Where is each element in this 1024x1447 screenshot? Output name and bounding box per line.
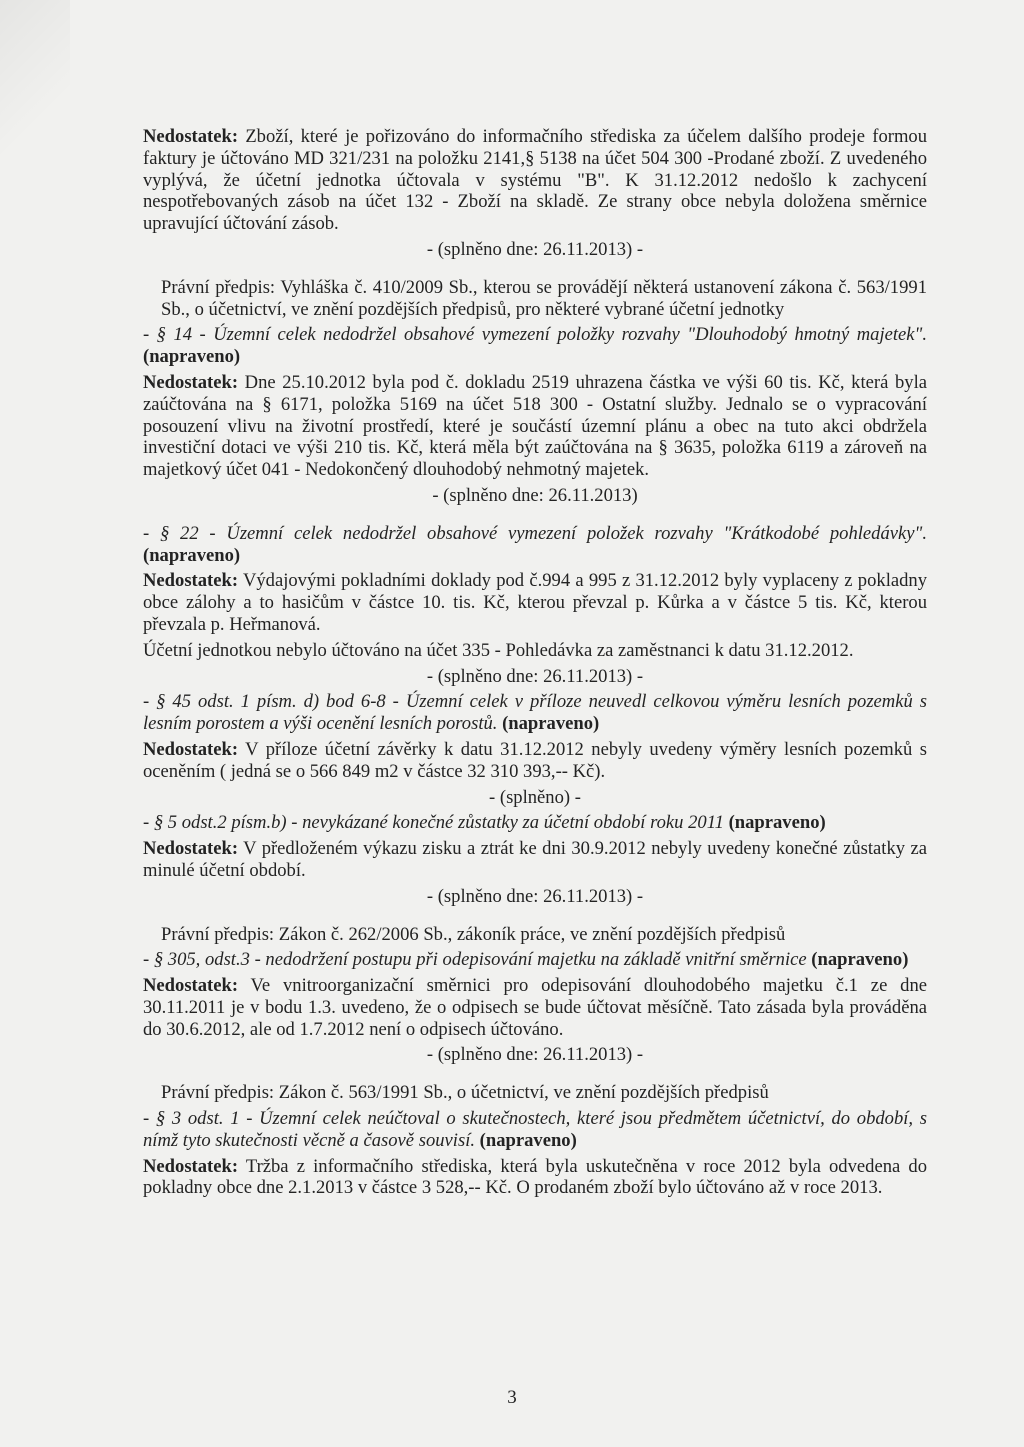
- section-3-remedied: (napraveno): [143, 544, 241, 566]
- finding-1-status: - (splněno dne: 26.11.2013) -: [426, 238, 644, 260]
- section-4-finding: - § 45 odst. 1 písm. d) bod 6-8 - Územní celek v příloze neuvedl celkovou výměru lesních pozemků s lesním porostem a výši ocenění lesních porostů.: [143, 691, 927, 735]
- legal-basis-3: Právní předpis: Zákon č. 563/1991 Sb., o účetnictví, ve znění pozdějších předpisů: [161, 1082, 769, 1104]
- section-7-finding: - § 3 odst. 1 - Územní celek neúčtoval o skutečnostech, které jsou předmětem účetnictví, do období, s nímž tyto skutečnosti věcně a časově souvisí.: [143, 1108, 927, 1151]
- section-3-defect: [143, 570, 927, 635]
- finding-1-text: Zboží, které je pořizováno do informačního střediska za účelem dalšího prodeje formou faktury je účtováno MD 321/231 na položku 2141,§ 5138 na účet 504 300 -Prodané zboží. Z uvedeného vyplývá, že účetní jednotka účtovala v systému "B". K 31.12.2012 nedošlo k zachycení nespotřebovaných zásob na účet 132 - Zboží na skladě. Ze strany obce nebyla doložena směrnice upravující účtování zásob.: [143, 126, 927, 235]
- nedostatek-label: Nedostatek:: [143, 371, 239, 393]
- section-2-heading: [143, 324, 927, 368]
- section-2-status: - (splněno dne: 26.11.2013): [432, 484, 638, 506]
- section-3-text: Výdajovými pokladními doklady pod č.994 a 995 z 31.12.2012 byly vyplaceny z pokladny obce zálohy a to hasičům v částce 10. tis. Kč, kterou převzal p. Kůrka a v částce 5 tis. Kč, kterou převzala p. Heřmanová.: [143, 570, 928, 635]
- section-6-defect: [143, 975, 927, 1040]
- section-7-text: Tržba z informačního střediska, která byla uskutečněna v roce 2012 byla odvedena do pokladny obce dne 2.1.2013 v částce 3 528,-- Kč. O prodaném zboží bylo účtováno až v roce 2013.: [143, 1155, 928, 1199]
- nedostatek-label: Nedostatek:: [143, 1155, 239, 1177]
- nedostatek-label: Nedostatek:: [143, 975, 239, 997]
- finding-1: [143, 126, 927, 235]
- section-7-remedied: (napraveno): [479, 1129, 577, 1151]
- document-body: [143, 126, 927, 1203]
- section-2-finding: - § 14 - Územní celek nedodržel obsahové vymezení položky rozvahy "Dlouhodobý hmotný majetek".: [143, 324, 927, 346]
- section-6-text: Ve vnitroorganizační směrnici pro odepisování dlouhodobého majetku č.1 ze dne 30.11.2011 je v bodu 1.3. uvedeno, že o odpisech se bude účtovat měsíčně. Tato zásada byla prováděna do 30.6.2012, ale od 1.7.2012 není o odpisech účtováno.: [143, 975, 928, 1040]
- scan-shadow: [0, 0, 70, 200]
- section-6-heading: [143, 949, 927, 971]
- section-4-status: - (splněno) -: [489, 786, 581, 808]
- section-4-defect: [143, 739, 927, 783]
- section-7-heading: [143, 1108, 927, 1152]
- section-6-status: - (splněno dne: 26.11.2013) -: [426, 1044, 644, 1066]
- nedostatek-label: Nedostatek:: [143, 126, 239, 147]
- section-3-status: - (splněno dne: 26.11.2013) -: [426, 665, 644, 687]
- legal-basis-1: Právní předpis: Vyhláška č. 410/2009 Sb., kterou se provádějí některá ustanovení zákona č. 563/1991 Sb., o účetnictví, ve znění pozdějších předpisů, pro některé vybrané účetní jednotky: [161, 276, 927, 320]
- page-number: 3: [507, 1387, 517, 1408]
- section-3-heading: [143, 523, 927, 567]
- section-5-status: - (splněno dne: 26.11.2013) -: [426, 885, 644, 907]
- section-5-finding: - § 5 odst.2 písm.b) - nevykázané konečné zůstatky za účetní období roku 2011: [143, 812, 724, 834]
- section-3-finding: - § 22 - Územní celek nedodržel obsahové vymezení položek rozvahy "Krátkodobé pohledávky".: [143, 522, 927, 544]
- section-2-defect: [143, 372, 927, 481]
- legal-basis-2: Právní předpis: Zákon č. 262/2006 Sb., zákoník práce, ve znění pozdějších předpisů: [161, 923, 786, 945]
- nedostatek-label: Nedostatek:: [143, 570, 239, 592]
- nedostatek-label: Nedostatek:: [143, 738, 239, 760]
- section-5-defect: [143, 838, 927, 882]
- section-4-text: V příloze účetní závěrky k datu 31.12.2012 nebyly uvedeny výměry lesních pozemků s oceněním ( jedná se o 566 849 m2 v částce 32 310 393,-- Kč).: [143, 738, 928, 782]
- section-6-finding: - § 305, odst.3 - nedodržení postupu při odepisování majetku na základě vnitřní směrnice: [143, 949, 807, 971]
- section-2-remedied: (napraveno): [143, 346, 241, 368]
- section-5-heading: [143, 812, 927, 834]
- section-5-text: V předloženém výkazu zisku a ztrát ke dni 30.9.2012 nebyly uvedeny konečné zůstatky za minulé účetní období.: [143, 838, 928, 881]
- section-7-defect: [143, 1156, 927, 1200]
- section-5-remedied: (napraveno): [728, 812, 826, 834]
- section-4-remedied: (napraveno): [502, 713, 600, 735]
- section-3-text-2: Účetní jednotkou nebylo účtováno na účet 335 - Pohledávka za zaměstnanci k datu 31.12.2012.: [143, 639, 854, 661]
- section-4-heading: [143, 691, 927, 735]
- section-2-text: Dne 25.10.2012 byla pod č. dokladu 2519 uhrazena částka ve výši 60 tis. Kč, která byla zaúčtována na § 6171, položka 5169 na účet 518 300 - Ostatní služby. Jednalo se o vypracování posouzení vlivu na životní prostředí, které je součástí územní plánu a obec na tuto akci obdržela investiční dotaci ve výši 210 tis. Kč, která měla být zaúčtována na § 3635, položka 6119 a zároveň na majetkový účet 041 - Nedokončený dlouhodobý nehmotný majetek.: [143, 371, 927, 481]
- section-6-remedied: (napraveno): [811, 949, 909, 971]
- nedostatek-label: Nedostatek:: [143, 838, 239, 860]
